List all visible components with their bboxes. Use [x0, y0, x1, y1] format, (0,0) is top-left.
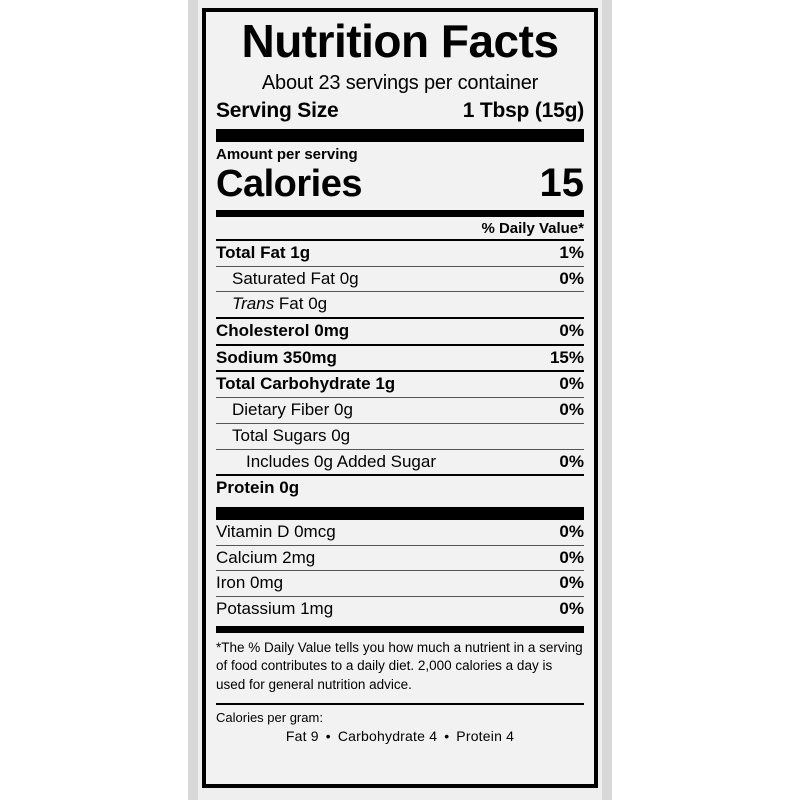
vitamin-dv: 0%	[559, 573, 584, 593]
nutrient-name: Sodium 350mg	[216, 347, 337, 367]
nutrient-dv: 1%	[559, 243, 584, 262]
vitamin-row	[216, 597, 584, 622]
divider-thin-6	[216, 703, 584, 705]
vitamin-dv: 0%	[559, 521, 584, 541]
divider-thick-top	[216, 129, 584, 142]
divider-medium-calories	[216, 210, 584, 217]
nutrient-row	[216, 292, 584, 317]
nutrient-row	[216, 450, 584, 475]
paper-edge-right	[602, 0, 612, 800]
vitamin-row	[216, 571, 584, 596]
daily-value-footnote: *The % Daily Value tells you how much a nutrient in a serving of food contributes to a daily diet. 2,000 calories a day is used for general nutrition advice.	[216, 639, 583, 692]
nutrient-row	[216, 267, 584, 292]
vitamin-name: Iron 0mg	[216, 573, 284, 593]
calories-per-gram-carbohydrate: Carbohydrate 4	[337, 727, 438, 744]
calories-per-gram-values	[216, 728, 584, 744]
nutrient-name: Total Sugars 0g	[232, 425, 351, 445]
serving-size-label: Serving Size	[216, 99, 339, 122]
nutrient-row	[216, 346, 584, 371]
vitamin-name: Vitamin D 0mcg	[216, 521, 336, 541]
nutrient-name: Protein 0g	[216, 478, 300, 498]
paper-edge-left	[188, 0, 198, 800]
calories-label: Calories	[216, 163, 362, 205]
vitamin-name: Potassium 1mg	[216, 598, 334, 618]
calories-per-gram-label: Calories per gram:	[216, 709, 323, 725]
calories-value: 15	[539, 161, 584, 205]
nutrient-row	[216, 241, 584, 266]
divider-thick-vitamins	[216, 507, 584, 520]
nutrient-name: Includes 0g Added Sugar	[246, 451, 436, 471]
calories-per-gram-protein: Protein 4	[456, 727, 515, 744]
nutrient-name: Saturated Fat 0g	[232, 268, 359, 288]
nutrient-name: Total Carbohydrate 1g	[216, 374, 396, 394]
nutrient-row	[216, 372, 584, 397]
servings-per-container: About 23 servings per container	[261, 72, 539, 94]
vitamin-name: Calcium 2mg	[216, 547, 316, 567]
bullet-separator-2: •	[444, 727, 450, 744]
nutrient-dv: 0%	[559, 321, 584, 341]
nutrition-facts-panel	[202, 8, 598, 788]
nutrient-dv: 0%	[559, 374, 584, 394]
nutrient-dv: 15%	[549, 347, 584, 367]
nutrient-name: Total Fat 1g	[216, 243, 311, 262]
serving-size-row	[216, 99, 584, 123]
calories-row	[216, 161, 584, 206]
divider-medium-footnote	[216, 626, 584, 633]
vitamin-dv: 0%	[559, 598, 584, 618]
nutrient-dv: 0%	[559, 451, 584, 471]
trans-italic: Trans	[232, 294, 275, 314]
vitamin-row	[216, 520, 584, 545]
nutrient-row	[216, 398, 584, 423]
calories-per-gram-fat: Fat 9	[285, 727, 319, 744]
nutrient-row	[216, 424, 584, 449]
amount-per-serving-label: Amount per serving	[216, 146, 358, 163]
nutrient-dv: 0%	[559, 400, 584, 420]
nutrient-dv: 0%	[559, 268, 584, 288]
serving-size-value: 1 Tbsp (15g)	[462, 99, 584, 122]
nutrient-name: Dietary Fiber 0g	[232, 400, 353, 420]
nutrient-name-trans-fat: Trans Fat 0g	[232, 294, 328, 314]
bullet-separator-1: •	[325, 727, 331, 744]
page-title: Nutrition Facts	[241, 15, 559, 67]
vitamin-dv: 0%	[559, 547, 584, 567]
nutrient-name: Cholesterol 0mg	[216, 321, 350, 341]
vitamin-row	[216, 546, 584, 571]
nutrient-row	[216, 476, 584, 501]
daily-value-header: % Daily Value*	[481, 220, 584, 237]
nutrient-row	[216, 319, 584, 344]
